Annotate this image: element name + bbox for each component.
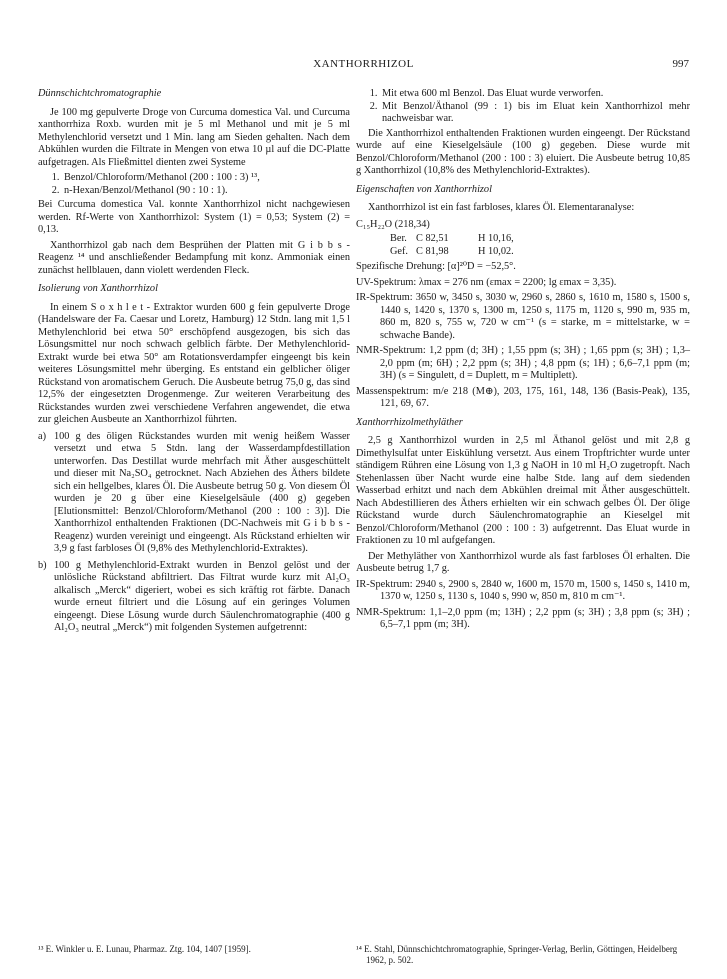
mass-spectrum: Massenspektrum: m/e 218 (M⊕), 203, 175, 161, 148, 136 (Basis-Peak), 135, 121, 69, 67. xyxy=(356,385,690,409)
elemental-analysis xyxy=(390,233,690,258)
paragraph-tlc-method: Je 100 mg gepulverte Droge von Curcuma domestica Val. und Curcuma xanthorrhiza Roxb. wurden mit je 5 ml Methanol und mit je 5 ml Methylenchlorid versetzt und 1 Min. lang am Sieden gehalten. Nach dem Abkühlen wurden die Filtrate in Mengen von etwa 10 µl auf die DC-Platte aufgetragen. Als Fließmittel dienten zwei Systeme xyxy=(38,106,350,168)
right-column xyxy=(356,88,690,635)
procedure-b-text: 100 g Methylenchlorid-Extrakt wurden in Benzol gelöst und der unlösliche Rückstand abfiltriert. Das Filtrat wurde kurz mit Al₂O₃ alkalisch „Merck“ digeriert, wobei es sich kräftig rot färbte. Danach wurde erneut filtriert und die Lösung auf ein geringes Volumen eingeengt. Diese Lösung wurde durch Säulenchromatographie (400 g Al₂O₃ neutral „Merck“) mit folgenden Systemen aufgetrennt: xyxy=(54,559,350,633)
elution-list xyxy=(356,88,690,126)
heading-properties: Eigenschaften von Xanthorrhizol xyxy=(356,183,492,195)
procedure-b-marker: b) xyxy=(38,559,47,571)
procedure-b xyxy=(38,560,350,635)
analysis-found-row: Gef. C 81,98 H 10,02. xyxy=(390,245,514,257)
solvent-systems-list xyxy=(38,172,350,197)
heading-methyl-ether: Xanthorrhizolmethyläther xyxy=(356,416,463,428)
uv-spectrum: UV-Spektrum: λmax = 276 nm (εmax = 2200; lg εmax = 3,35). xyxy=(356,276,617,288)
left-column xyxy=(38,88,350,639)
elution-step-2: 2. Mit Benzol/Äthanol (99 : 1) bis im Eluat kein Xanthorrhizol mehr nachweisbar war. xyxy=(380,101,690,126)
page-number: 997 xyxy=(672,58,689,70)
paragraph-gibbs-reagent: Xanthorrhizol gab nach dem Besprühen der Platten mit G i b b s - Reagenz ¹⁴ und anschließender Bedampfung mit konz. Ammoniak einen zunächst hellblauen, dann violett werdenden Fleck. xyxy=(38,239,350,276)
footnote-13: ¹³ E. Winkler u. E. Lunau, Pharmaz. Ztg. 104, 1407 [1959]. xyxy=(38,944,251,954)
heading-isolation: Isolierung von Xanthorrhizol xyxy=(38,283,158,294)
solvent-system-1: 1. Benzol/Chloroform/Methanol (200 : 100 : 3) ¹³, xyxy=(62,172,350,185)
molecular-formula: C₁₅H₂₂O (218,34) xyxy=(356,218,430,230)
solvent-system-2: 2. n-Hexan/Benzol/Methanol (90 : 10 : 1). xyxy=(62,185,350,198)
running-title: XANTHORRHIZOL xyxy=(313,58,414,70)
paragraph-rf-values: Bei Curcuma domestica Val. konnte Xanthorrhizol nicht nachgewiesen werden. Rf-Werte von Xanthorrhizol: System (1) = 0,53; System (2) = 0,13. xyxy=(38,199,350,235)
specific-rotation: Spezifische Drehung: [α]²⁰D = −52,5°. xyxy=(356,261,516,272)
ir-spectrum-methyl-ether: IR-Spektrum: 2940 s, 2900 s, 2840 w, 1600 m, 1570 m, 1500 s, 1450 s, 1410 m, 1370 w, 1250 s, 1130 s, 1040 s, 990 w, 850 m, 810 m cm⁻¹. xyxy=(356,578,690,602)
procedure-a-marker: a) xyxy=(38,430,46,442)
analysis-calculated-row: Ber. C 82,51 H 10,16, xyxy=(390,233,514,244)
ir-spectrum: IR-Spektrum: 3650 w, 3450 s, 3030 w, 2960 s, 2860 s, 1610 m, 1580 s, 1500 s, 1440 s, 1420 s, 1370 s, 1300 m, 1250 s, 1175 m, 1120 s, 990 m, 935 m, 860 m, 820 s, 755 w, 720 w cm⁻¹ (s = starke, m = mittelstarke, w = schwache Bande). xyxy=(356,292,690,341)
paragraph-properties: Xanthorrhizol ist ein fast farbloses, klares Öl. Elementaranalyse: xyxy=(368,202,635,213)
paragraph-methylation: 2,5 g Xanthorrhizol wurden in 2,5 ml Äthanol gelöst und mit 2,8 g Dimethylsulfat unter Eiskühlung versetzt. Aus einem Tropftrichter wurde unter ständigem Rühren eine Lösung von 1,3 g NaOH in 10 ml H₂O zugetropft. Nach Stehenlassen über Nacht wurde eine halbe Stde. lang auf dem siedenden Wasserbad erhitzt und nach dem Abkühlen dreimal mit Äther ausgeschüttelt. Nach Abdestillieren des Äthers erhielten wir ein schwach gelbes Öl. Der ölige Rückstand wurde durch Säulenchromatographie an Kieselgel mit Benzol/Chloroform/Methanol (200 : 100 : 3) aufgetrennt. Das Eluat wurde in Fraktionen zu 10 ml aufgefangen. xyxy=(356,435,690,546)
running-head xyxy=(38,58,689,72)
elution-step-1: 1. Mit etwa 600 ml Benzol. Das Eluat wurde verworfen. xyxy=(380,88,690,101)
paragraph-fractions: Die Xanthorrhizol enthaltenden Fraktionen wurden eingeengt. Der Rückstand wurde auf eine Kieselgelsäule (100 g) gegeben. Diese wurde mit Benzol/Chloroform/Methanol (200 : 100 : 3) eluiert. Die Ausbeute betrug 10,85 g Xanthorrhizol (10,8% des Methylenchlorid-Extraktes). xyxy=(356,127,690,176)
paragraph-soxhlet: In einem S o x h l e t - Extraktor wurden 600 g fein gepulverte Droge (Handelsware der Fa. Caesar und Loretz, Hamburg) 12 Stdn. lang mit 1,5 l Methylenchlorid bei etwa 50° erschöpfend ausgezogen, bis sich das Lösungsmittel nur noch schwach gelblich färbte. Der Methylenchlorid-Extrakt wurde bei etwa 50° am Rotationsverdampfer eingeengt bis kein weiteres Lösungsmittel mehr überging. Es entstand ein gelblicher öliger Rückstand von aromatischem Geruch. Die Ausbeute betrug 75,0 g, das sind 12,5% der eingesetzten Drogenmenge. Zur weiteren Verarbeitung des Rückstandes wurden zwei verschiedene Verfahren angewendet, die etwa zur gleichen Ausbeute an Xanthorrhizol führten. xyxy=(38,301,350,425)
procedure-a xyxy=(38,431,350,556)
footnote-14: ¹⁴ E. Stahl, Dünnschichtchromatographie, Springer-Verlag, Berlin, Göttingen, Heidelberg 1962, p. 502. xyxy=(356,944,678,965)
heading-tlc: Dünnschichtchromatographie xyxy=(38,88,162,99)
procedure-list xyxy=(38,431,350,635)
procedure-a-text: 100 g des öligen Rückstandes wurden mit wenig heißem Wasser versetzt und etwa 5 Stdn. lang der Wasserdampfdestillation unterworfen. Das Destillat wurde mehrfach mit Äther ausgeschüttelt und dieser mit Na₂SO₄ getrocknet. Nach Abziehen des Äthers bildete sich ein hellgelbes, klares Öl. Die Ausbeute betrug 50 g. Von diesem Öl wurden je 20 g über eine Kieselgelsäule (400 g) gegeben [Elutionsmittel: Benzol/Chloroform/Methanol (200 : 100 : 3)]. Die Xanthorrhizol enthaltenden Fraktionen (DC-Nachweis mit G i b b s - Reagenz) wurden vereinigt und eingeengt. Als Rückstand erhielten wir 3,9 g fast farbloses Öl (9,8% des Methylenchlorid-Extraktes). xyxy=(54,430,350,554)
nmr-spectrum-methyl-ether: NMR-Spektrum: 1,1–2,0 ppm (m; 13H) ; 2,2 ppm (s; 3H) ; 3,8 ppm (s; 3H) ; 6,5–7,1 ppm (m; 3H). xyxy=(356,606,690,630)
nmr-spectrum: NMR-Spektrum: 1,2 ppm (d; 3H) ; 1,55 ppm (s; 3H) ; 1,65 ppm (s; 3H) ; 1,3–2,0 ppm (m; 6H) ; 2,2 ppm (s; 3H) ; 4,8 ppm (s; 1H) ; 6,6–7,1 ppm (m; 3H) (s = Singulett, d = Duplett, m = Multiplett). xyxy=(356,345,690,381)
paragraph-methyl-ether-yield: Der Methyläther von Xanthorrhizol wurde als fast farbloses Öl erhalten. Die Ausbeute betrug 1,7 g. xyxy=(356,550,690,574)
